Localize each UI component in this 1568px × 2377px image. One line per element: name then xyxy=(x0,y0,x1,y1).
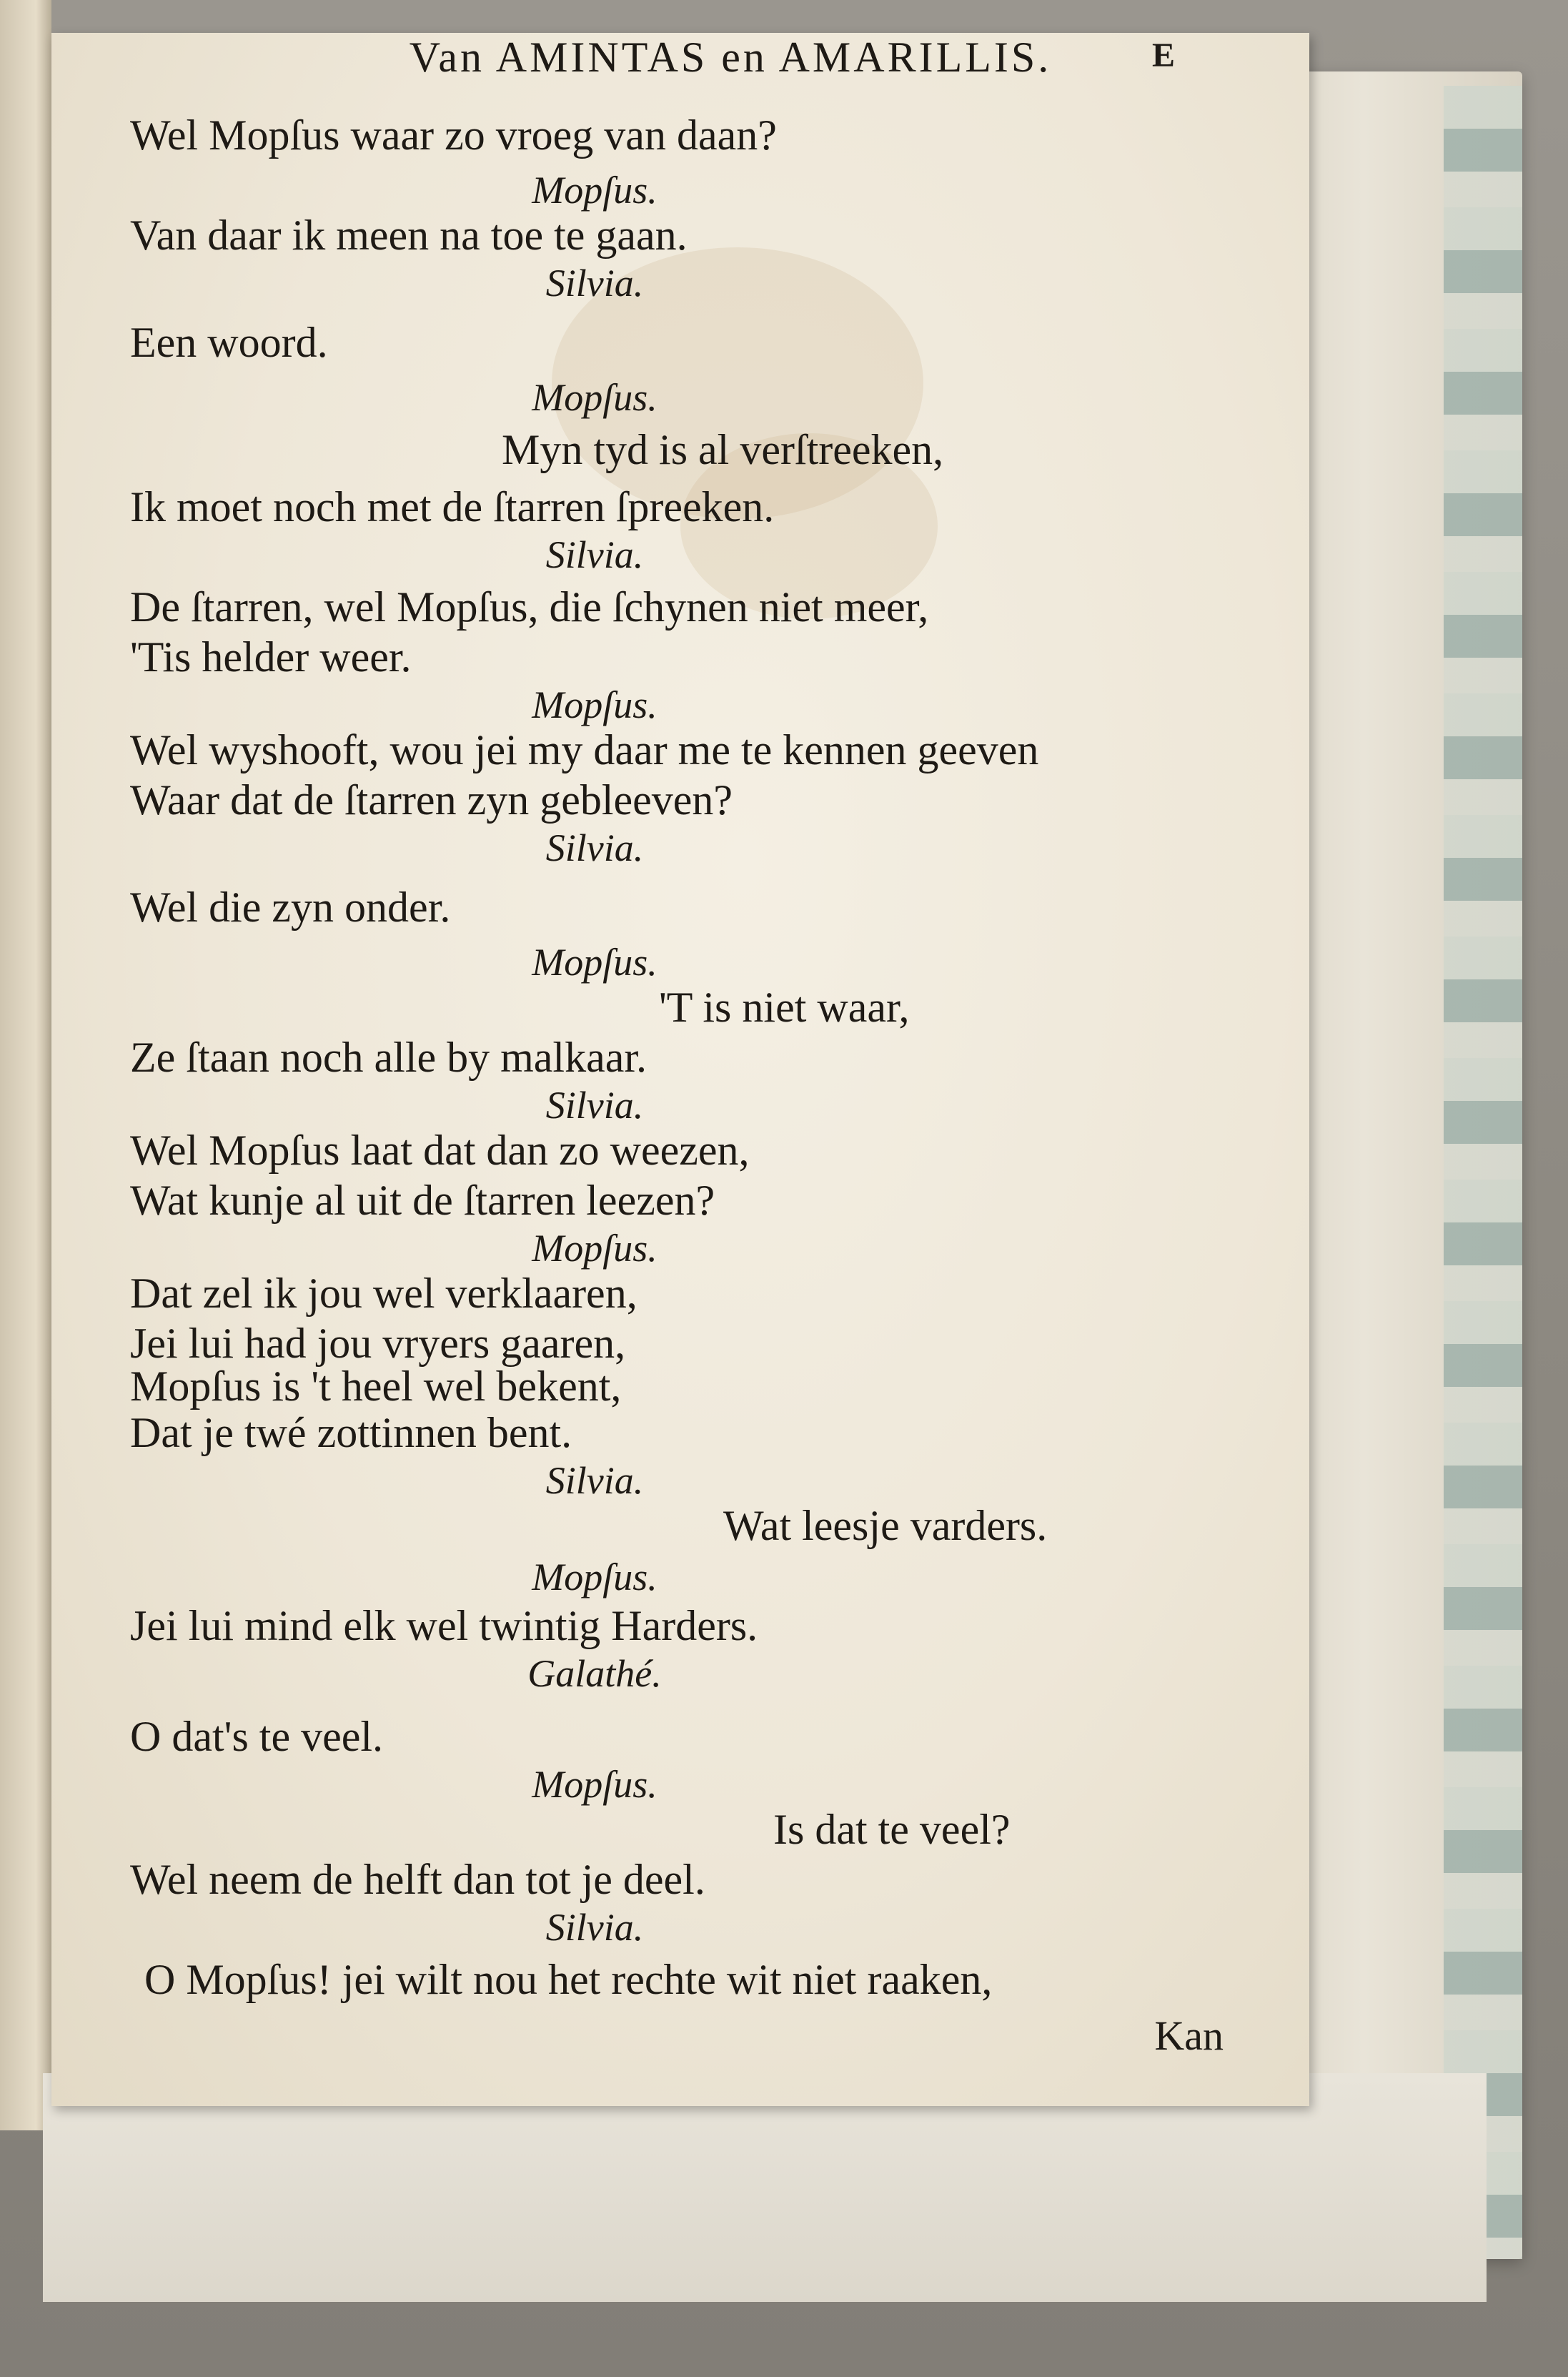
speaker-label: Mopſus. xyxy=(532,941,658,984)
left-page-edge xyxy=(0,0,51,2130)
verse-line: Mopſus is 't heel wel bekent, xyxy=(130,1363,622,1410)
verse-line: Ik moet noch met de ſtarren ſpreeken. xyxy=(130,483,775,530)
verse-line: Dat zel ik jou wel verklaaren, xyxy=(130,1270,637,1317)
verse-line: Van daar ik meen na toe te gaan. xyxy=(130,212,688,259)
verse-line: Wat leesje varders. xyxy=(723,1502,1048,1549)
speaker-label: Mopſus. xyxy=(532,1556,658,1598)
speaker-label: Silvia. xyxy=(545,1084,644,1127)
verse-line: 'T is niet waar, xyxy=(659,984,910,1031)
verse-line: Waar dat de ſtarren zyn gebleeven? xyxy=(130,776,733,824)
speaker-label: Mopſus. xyxy=(532,376,658,419)
speaker-label: Mopſus. xyxy=(532,683,658,726)
verse-line: Myn tyd is al verſtreeken, xyxy=(502,426,944,473)
verse-line: Jei lui had jou vryers gaaren, xyxy=(130,1320,626,1367)
verse-line: Dat je twé zottinnen bent. xyxy=(130,1409,572,1456)
verse-line: De ſtarren, wel Mopſus, die ſchynen niet meer, xyxy=(130,583,929,631)
speaker-label: Silvia. xyxy=(545,262,644,305)
verse-line: Jei lui mind elk wel twintig Harders. xyxy=(130,1602,758,1649)
verse-line: Wel Mopſus laat dat dan zo weezen, xyxy=(130,1127,750,1174)
verse-line: Wat kunje al uit de ſtarren leezen? xyxy=(130,1177,715,1224)
speaker-label: Silvia. xyxy=(545,1906,644,1949)
speaker-label: Silvia. xyxy=(545,826,644,869)
verse-line: Wel Mopſus waar zo vroeg van daan? xyxy=(130,112,777,159)
book-spine xyxy=(1444,86,1522,2259)
speaker-label: Mopſus. xyxy=(532,1763,658,1806)
verse-line: Wel neem de helft dan tot je deel. xyxy=(130,1856,705,1903)
catchword: Kan xyxy=(1154,2012,1224,2059)
verse-line: Ze ſtaan noch alle by malkaar. xyxy=(130,1034,647,1081)
verse-line: Wel die zyn onder. xyxy=(130,884,451,931)
speaker-label: Mopſus. xyxy=(532,169,658,212)
verse-line: O dat's te veel. xyxy=(130,1713,384,1760)
speaker-label: Mopſus. xyxy=(532,1227,658,1270)
page-signature-mark: E xyxy=(1152,36,1176,74)
running-head: Van AMINTAS en AMARILLIS. xyxy=(409,34,1052,81)
speaker-label: Galathé. xyxy=(527,1652,662,1695)
verse-line: Is dat te veel? xyxy=(773,1806,1011,1853)
verse-line: 'Tis helder weer. xyxy=(130,633,412,681)
verse-line: O Mopſus! jei wilt nou het rechte wit niet raaken, xyxy=(144,1956,993,2003)
verse-line: Wel wyshooft, wou jei my daar me te kennen geeven xyxy=(130,726,1039,774)
speaker-label: Silvia. xyxy=(545,533,644,576)
book-page xyxy=(51,33,1309,2106)
underlying-leaf xyxy=(43,2073,1487,2302)
speaker-label: Silvia. xyxy=(545,1459,644,1502)
verse-line: Een woord. xyxy=(130,319,328,366)
